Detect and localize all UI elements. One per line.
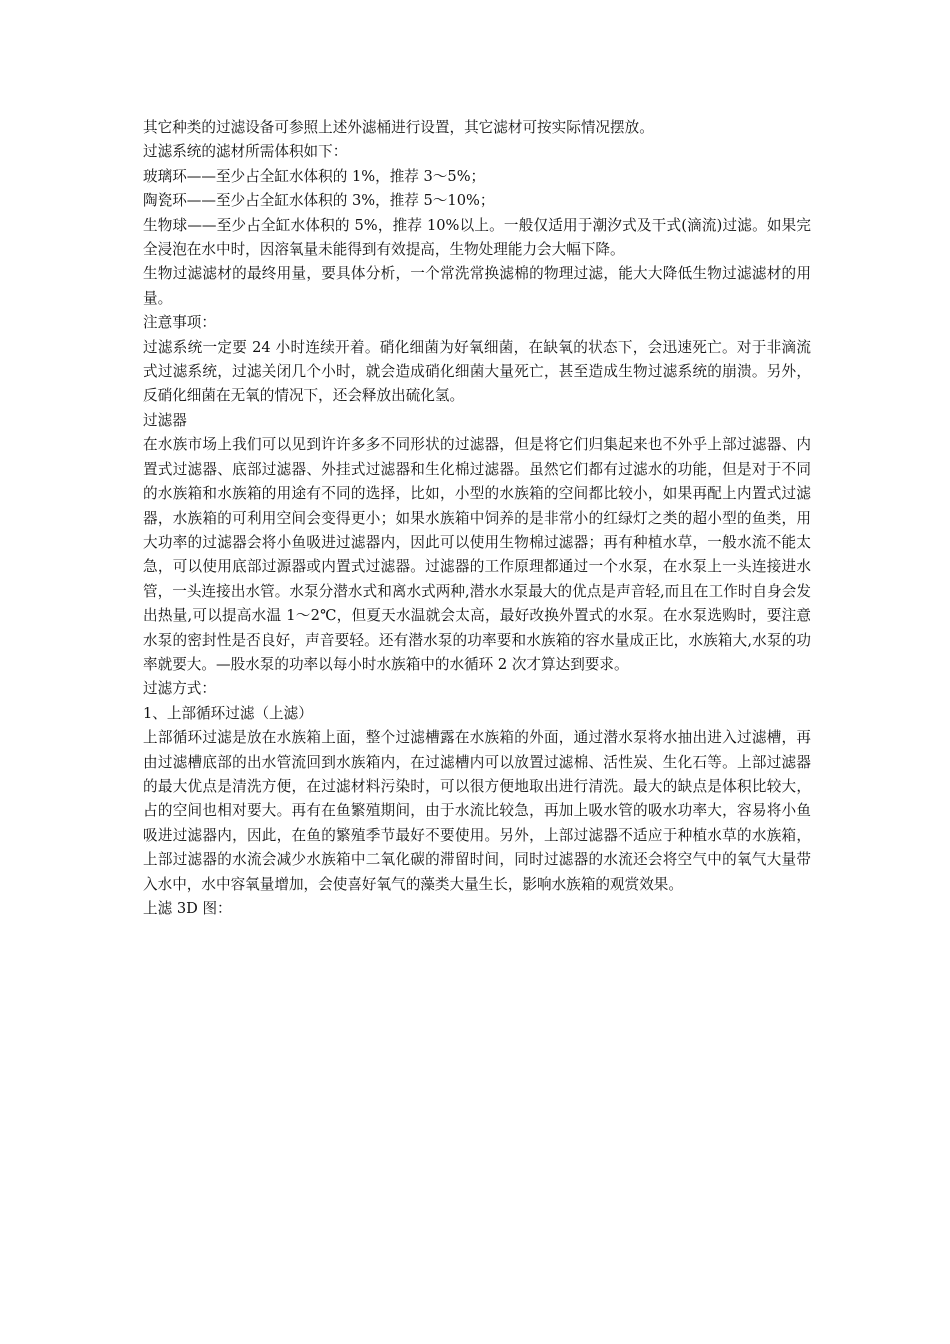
paragraph-bio-media-usage: 生物过滤滤材的最终用量，要具体分析，一个常洗常换滤棉的物理过滤，能大大降低生物过滤滤材的用量。 — [143, 265, 811, 307]
paragraph-ceramic-rings: 陶瓷环——至少占全缸水体积的 3%，推荐 5～10%； — [143, 192, 495, 210]
caption-top-filter-3d: 上滤 3D 图： — [143, 900, 232, 917]
heading-notes: 注意事项： — [143, 314, 216, 332]
document-body — [143, 116, 811, 921]
paragraph-bio-balls: 生物球——至少占全缸水体积的 5%，推荐 10%以上。一般仅适用于潮汐式及干式(滴流)过滤。如果完全浸泡在水中时，因溶氧量未能得到有效提高，生物处理能力会大幅下降。 — [143, 216, 811, 259]
paragraph-top-filter: 上部循环过滤是放在水族箱上面，整个过滤槽露在水族箱的外面，通过潜水泵将水抽出进入过滤槽，再由过滤槽底部的出水管流回到水族箱内，在过滤槽内可以放置过滤棉、活性炭、生化石等。上部过滤器的最大优点是清洗方便，在过滤材料污染时，可以很方便地取出进行清洗。最大的缺点是体积比较大，占的空间也相对要大。再有在鱼繁殖期间，由于水流比较急，再加上吸水管的吸水功率大，容易将小鱼吸进过滤器内，因此，在鱼的繁殖季节最好不要使用。另外，上部过滤器不适应于种植水草的水族箱，上部过滤器的水流会减少水族箱中二氧化碳的滞留时间，同时过滤器的水流还会将空气中的氧气大量带入水中，水中容氧量增加，会使喜好氧气的藻类大量生长，影响水族箱的观赏效果。 — [143, 729, 811, 893]
paragraph-filters: 在水族市场上我们可以见到许许多多不同形状的过滤器，但是将它们归集起来也不外乎上部过滤器、内置式过滤器、底部过滤器、外挂式过滤器和生化棉过滤器。虽然它们都有过滤水的功能，但是对于不同的水族箱和水族箱的用途有不同的选择，比如，小型的水族箱的空间都比较小，如果再配上内置式过滤器，水族箱的可利用空间会变得更小；如果水族箱中饲养的是非常小的红绿灯之类的超小型的鱼类，用大功率的过滤器会将小鱼吸进过滤器内，因此可以使用生物棉过滤器；再有种植水草，一般水流不能太急，可以使用底部过源器或内置式过滤器。过滤器的工作原理都通过一个水泵，在水泵上一头连接进水管，一头连接出水管。水泵分潜水式和离水式两种,潜水水泵最大的优点是声音轻,而且在工作时自身会发出热量,可以提高水温 1～2℃，但夏天水温就会太高，最好改换外置式的水泵。在水泵选购时，要注意水泵的密封性是否良好，声音要轻。还有潜水泵的功率要和水族箱的容水量成正比，水族箱大,水泵的功率就要大。—股水泵的功率以每小时水族箱中的水循环 2 次才算达到要求。 — [143, 436, 811, 673]
paragraph-notes: 过滤系统一定要 24 小时连续开着。硝化细菌为好氧细菌，在缺氧的状态下，会迅速死亡。对于非滴流式过滤系统，过滤关闭几个小时，就会造成硝化细菌大量死亡，甚至造成生物过滤系统的崩溃。另外，反硝化细菌在无氧的情况下，还会释放出硫化氢。 — [143, 338, 811, 405]
heading-filtration-methods: 过滤方式： — [143, 680, 216, 698]
paragraph-glass-rings: 玻璃环——至少占全缸水体积的 1%，推荐 3～5%； — [143, 167, 486, 185]
paragraph-media-volume-intro: 过滤系统的滤材所需体积如下： — [143, 143, 348, 161]
heading-filters: 过滤器 — [143, 411, 187, 429]
heading-top-filter: 1、上部循环过滤（上滤） — [143, 704, 313, 722]
paragraph-other-devices: 其它种类的过滤设备可参照上述外滤桶进行设置，其它滤材可按实际情况摆放。 — [143, 119, 654, 136]
